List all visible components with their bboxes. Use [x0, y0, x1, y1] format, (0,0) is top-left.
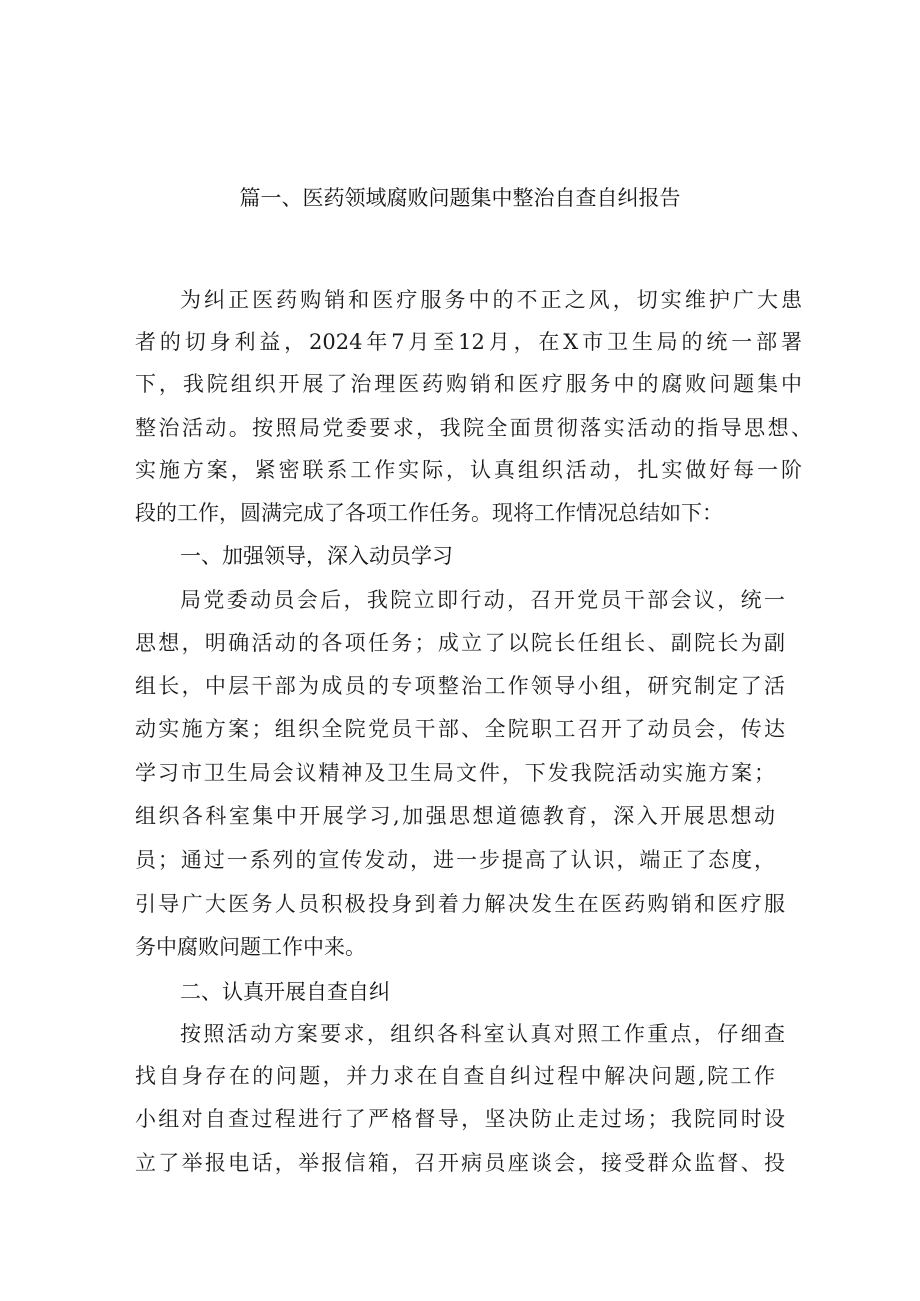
paragraph-line: 段的工作，圆满完成了各项工作任务。现将工作情况总结如下：	[135, 501, 723, 525]
paragraph-line: 引导广大医务人员积极投身到着力解决发生在医药购销和医疗服	[135, 892, 785, 916]
section-heading: 二、认真开展自查自纠	[180, 980, 390, 1004]
section-heading: 一、加强领导，深入动员学习	[180, 544, 453, 568]
paragraph-line: 下，我院组织开展了治理医药购销和医疗服务中的腐败问题集中	[135, 372, 802, 396]
paragraph-line: 找自身存在的问题，并力求在自查自纠过程中解决问题,院工作	[135, 1064, 775, 1088]
document-title: 篇一、医药领域腐败问题集中整治自查自纠报告	[239, 186, 681, 210]
paragraph-line: 实施方案，紧密联系工作实际，认真组织活动，扎实做好每一阶	[135, 458, 802, 482]
paragraph-line: 组织各科室集中开展学习,加强思想道德教育，深入开展思想动	[135, 804, 775, 828]
paragraph-line: 员；通过一系列的宣传发动，进一步提高了认识，端正了态度，	[135, 848, 775, 872]
paragraph-line: 为纠正医药购销和医疗服务中的不正之风，切实维护广大患	[180, 288, 802, 312]
paragraph-line: 整治活动。按照局党委要求，我院全面贯彻落实活动的指导思想、	[135, 416, 812, 440]
paragraph-line: 立了举报电话，举报信箱，召开病员座谈会，接受群众监督、投	[135, 1151, 785, 1175]
paragraph-line: 局党委动员会后，我院立即行动，召开党员干部会议，统一	[180, 588, 785, 612]
paragraph-line: 学习市卫生局会议精神及卫生局文件，下发我院活动实施方案；	[135, 761, 775, 785]
paragraph-line: 务中腐败问题工作中来。	[135, 935, 366, 959]
paragraph-line: 按照活动方案要求，组织各科室认真对照工作重点，仔细查	[180, 1022, 785, 1046]
paragraph-line: 小组对自查过程进行了严格督导，坚决防止走过场；我院同时设	[135, 1107, 785, 1131]
paragraph-line: 思想，明确活动的各项任务；成立了以院长任组长、副院长为副	[135, 631, 785, 655]
paragraph-line: 组长，中层干部为成员的专项整治工作领导小组，研究制定了活	[135, 674, 785, 698]
paragraph-line: 动实施方案；组织全院党员干部、全院职工召开了动员会，传达	[135, 717, 785, 741]
paragraph-line: 者的切身利益，2024年7月至12月，在X市卫生局的统一部署	[135, 330, 802, 354]
